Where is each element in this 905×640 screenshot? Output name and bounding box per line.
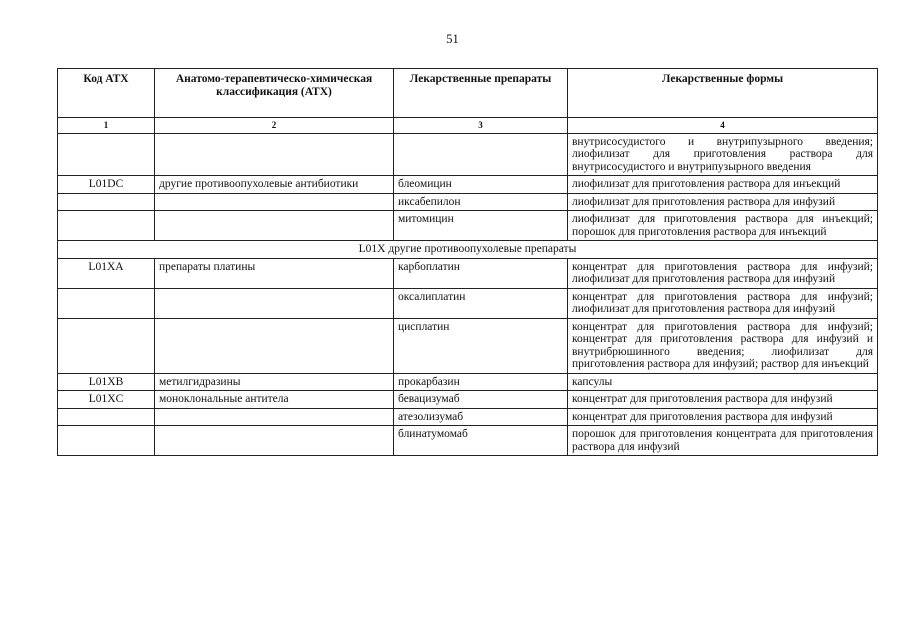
atx-code-cell: L01XA [58, 258, 155, 288]
dosage-forms-cell: капсулы [568, 373, 878, 391]
classification-cell [155, 211, 394, 241]
atx-code-cell: L01XB [58, 373, 155, 391]
atx-code-cell [58, 318, 155, 373]
atx-code-cell: L01XC [58, 391, 155, 409]
atx-code-cell: L01DC [58, 176, 155, 194]
drug-cell: атезолизумаб [394, 408, 568, 426]
classification-cell: препараты платины [155, 258, 394, 288]
drug-cell: прокарбазин [394, 373, 568, 391]
dosage-forms-cell: лиофилизат для приготовления раствора для инъекций; порошок для приготовления раствора для инъекций [568, 211, 878, 241]
drug-cell: блеомицин [394, 176, 568, 194]
classification-cell [155, 408, 394, 426]
classification-cell [155, 426, 394, 456]
table-row [58, 133, 878, 176]
column-number: 3 [394, 118, 568, 134]
classification-cell: моноклональные антитела [155, 391, 394, 409]
dosage-forms-cell: концентрат для приготовления раствора для инфузий; лиофилизат для приготовления раствора для инфузий [568, 258, 878, 288]
drug-cell: блинатумомаб [394, 426, 568, 456]
group-row [58, 241, 878, 259]
drug-cell: иксабепилон [394, 193, 568, 211]
atx-code-cell [58, 193, 155, 211]
drug-cell: митомицин [394, 211, 568, 241]
atx-table [57, 68, 878, 456]
classification-cell: другие противоопухолевые антибиотики [155, 176, 394, 194]
table-row [58, 408, 878, 426]
table-row [58, 193, 878, 211]
classification-cell [155, 133, 394, 176]
header-atx-classification: Анатомо-терапевтическо-химическая классификация (АТХ) [155, 69, 394, 118]
column-number-row [58, 118, 878, 134]
drug-cell: цисплатин [394, 318, 568, 373]
table-row [58, 373, 878, 391]
drug-cell: карбоплатин [394, 258, 568, 288]
table-row [58, 391, 878, 409]
atx-code-cell [58, 408, 155, 426]
atx-code-cell [58, 288, 155, 318]
dosage-forms-cell: внутрисосудистого и внутрипузырного введения; лиофилизат для приготовления раствора для внутрисосудистого и внутрипузырного введения [568, 133, 878, 176]
page-number: 51 [446, 32, 459, 46]
dosage-forms-cell: концентрат для приготовления раствора для инфузий; концентрат для приготовления раствора для инфузий и внутрибрюшинного введения; лиофилизат для приготовления раствора для инфузий; раствор для инъекций [568, 318, 878, 373]
classification-cell [155, 193, 394, 211]
classification-cell [155, 288, 394, 318]
drug-cell [394, 133, 568, 176]
classification-cell: метилгидразины [155, 373, 394, 391]
table-row [58, 318, 878, 373]
dosage-forms-cell: концентрат для приготовления раствора для инфузий [568, 408, 878, 426]
header-atx-code: Код АТХ [58, 69, 155, 118]
table-row [58, 426, 878, 456]
table-row [58, 176, 878, 194]
header-drugs: Лекарственные препараты [394, 69, 568, 118]
classification-cell [155, 318, 394, 373]
dosage-forms-cell: порошок для приготовления концентрата для приготовления раствора для инфузий [568, 426, 878, 456]
table-row [58, 288, 878, 318]
column-number: 1 [58, 118, 155, 134]
drug-cell: оксалиплатин [394, 288, 568, 318]
dosage-forms-cell: лиофилизат для приготовления раствора для инфузий [568, 193, 878, 211]
column-number: 2 [155, 118, 394, 134]
atx-code-cell [58, 133, 155, 176]
atx-code-cell [58, 426, 155, 456]
dosage-forms-cell: лиофилизат для приготовления раствора для инъекций [568, 176, 878, 194]
dosage-forms-cell: концентрат для приготовления раствора для инфузий [568, 391, 878, 409]
atx-code-cell [58, 211, 155, 241]
column-number: 4 [568, 118, 878, 134]
table-row [58, 258, 878, 288]
dosage-forms-cell: концентрат для приготовления раствора для инфузий; лиофилизат для приготовления раствора для инфузий [568, 288, 878, 318]
table-row [58, 211, 878, 241]
header-dosage-forms: Лекарственные формы [568, 69, 878, 118]
group-heading: L01X другие противоопухолевые препараты [58, 241, 878, 259]
header-row [58, 69, 878, 118]
drug-cell: бевацизумаб [394, 391, 568, 409]
